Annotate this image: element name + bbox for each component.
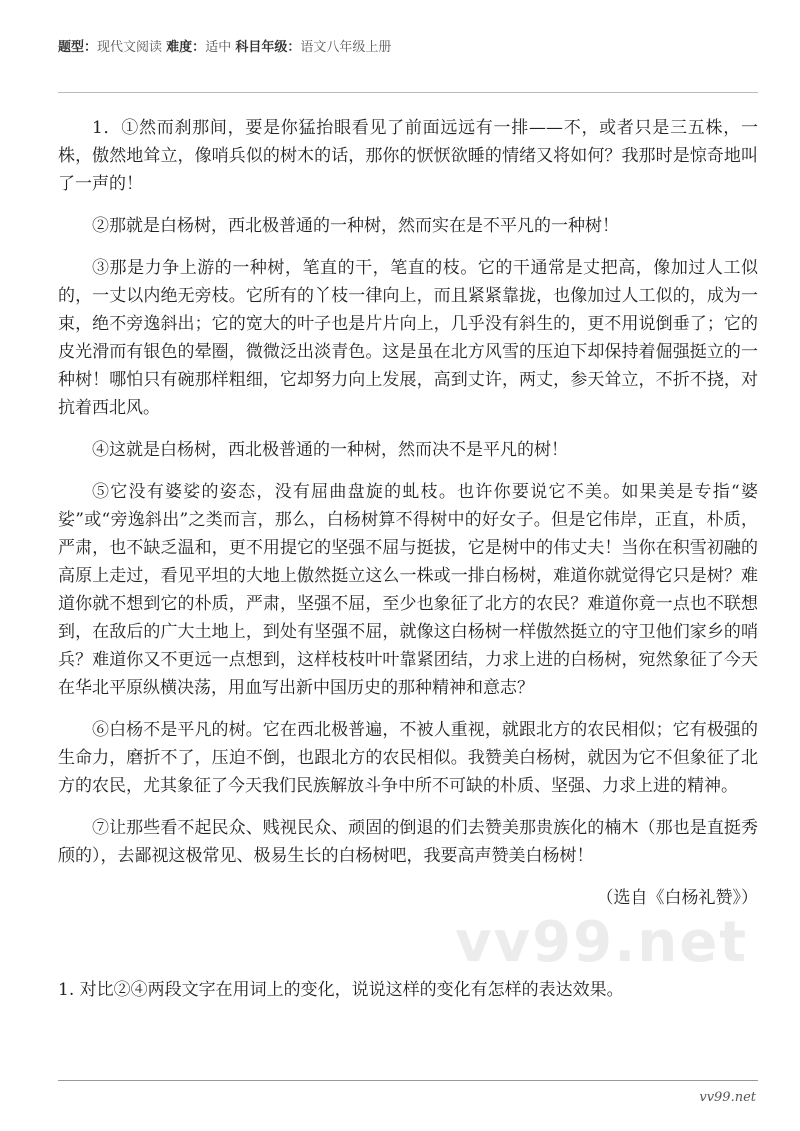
paragraph-5: ⑤它没有婆娑的姿态，没有屈曲盘旋的虬枝。也许你要说它不美。如果美是专指“婆娑”或“旁逸斜出”之类而言，那么，白杨树算不得树中的好女子。但是它伟岸，正直，朴质，严肃，也不缺乏温和，更不用提它的坚强不屈与挺拔，它是树中的伟丈夫！当你在积雪初融的高原上走过，看见平坦的大地上傲然挺立这么一株或一排白杨树，难道你就觉得它只是树？难道你就不想到它的朴质，严肃，坚强不屈，至少也象征了北方的农民？难道你竟一点也不联想到，在敌后的广大土地上，到处有坚强不屈，就像这白杨树一样傲然挺立的守卫他们家乡的哨兵？难道你又不更远一点想到，这样枝枝叶叶靠紧团结，力求上进的白杨树，宛然象征了今天在华北平原纵横决荡，用血写出新中国历史的那种精神和意志？ <box>58 482 758 698</box>
footer-divider <box>58 1080 758 1081</box>
type-label: 题型： <box>58 40 98 55</box>
passage <box>58 114 758 1004</box>
question-meta <box>58 36 391 55</box>
subject-value: 语文八年级上册 <box>300 40 392 55</box>
watermark: vv99.net <box>455 910 748 975</box>
paragraph-6: ⑥白杨不是平凡的树。它在西北极普遍，不被人重视，就跟北方的农民相似；它有极强的生命力，磨折不了，压迫不倒，也跟北方的农民相似。我赞美白杨树，就因为它不但象征了北方的农民，尤其象征了今天我们民族解放斗争中所不可缺的朴质、坚强、力求上进的精神。 <box>58 720 758 796</box>
subject-label: 科目年级： <box>235 40 301 55</box>
passage-source: （选自《白杨礼赞》） <box>596 888 758 908</box>
difficulty-value: 适中 <box>205 40 232 55</box>
difficulty-label: 难度： <box>166 40 206 55</box>
paragraph-7: ⑦让那些看不起民众、贱视民众、顽固的倒退的们去赞美那贵族化的楠木（那也是直挺秀颀的），去鄙视这极常见、极易生长的白杨树吧，我要高声赞美白杨树！ <box>58 818 758 866</box>
paragraph-3: ③那是力争上游的一种树，笔直的干，笔直的枝。它的干通常是丈把高，像加过人工似的，一丈以内绝无旁枝。它所有的丫枝一律向上，而且紧紧靠拢，也像加过人工似的，成为一束，绝不旁逸斜出；它的宽大的叶子也是片片向上，几乎没有斜生的，更不用说倒垂了；它的皮光滑而有银色的晕圈，微微泛出淡青色。这是虽在北方风雪的压迫下却保持着倔强挺立的一种树！哪怕只有碗那样粗细，它却努力向上发展，高到丈许，两丈，参天耸立，不折不挠，对抗着西北风。 <box>58 258 758 418</box>
header-divider <box>58 92 758 93</box>
paragraph-4: ④这就是白杨树，西北极普通的一种树，然而决不是平凡的树！ <box>92 440 568 460</box>
type-value: 现代文阅读 <box>97 40 163 55</box>
footer-site: vv99.net <box>699 1090 756 1105</box>
paragraph-1: 1．①然而刹那间，要是你猛抬眼看见了前面远远有一排——不，或者只是三五株，一株，傲然地耸立，像哨兵似的树木的话，那你的恹恹欲睡的情绪又将如何？我那时是惊奇地叫了一声的！ <box>58 118 758 194</box>
paragraph-2: ②那就是白杨树，西北极普通的一种树，然而实在是不平凡的一种树！ <box>92 216 619 236</box>
question-1: 1. 对比②④两段文字在用词上的变化，说说这样的变化有怎样的表达效果。 <box>58 980 624 1000</box>
